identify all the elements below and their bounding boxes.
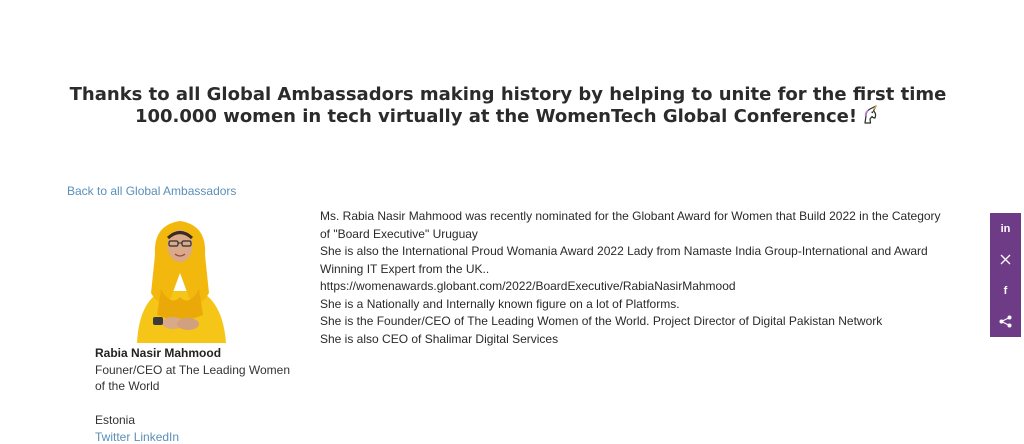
bio-line: She is the Founder/CEO of The Leading Women of the World. Project Director of Digital Pakistan Network	[320, 314, 883, 328]
linkedin-link[interactable]: LinkedIn	[133, 430, 180, 444]
ambassador-role: Founer/CEO at The Leading Women of the World	[95, 363, 290, 393]
page-headline	[0, 84, 1016, 127]
unicorn-icon	[861, 105, 881, 125]
bio-line: Ms. Rabia Nasir Mahmood was recently nominated for the Globant Award for Women that Build 2022 in the Category of "Board Executive" Uruguay	[320, 209, 941, 241]
x-icon	[1000, 254, 1011, 265]
ambassador-country: Estonia	[95, 413, 136, 427]
social-share-bar	[990, 213, 1021, 337]
share-icon	[999, 315, 1012, 328]
bio-line: She is also CEO of Shalimar Digital Services	[320, 331, 559, 346]
headline-line-2-wrap	[0, 105, 1016, 127]
share-button[interactable]	[990, 306, 1021, 337]
twitter-link[interactable]: Twitter	[95, 430, 131, 444]
bio-line: https://womenawards.globant.com/2022/BoardExecutive/RabiaNasirMahmood	[320, 279, 736, 293]
linkedin-share-button[interactable]	[990, 213, 1021, 244]
back-to-ambassadors-link[interactable]: Back to all Global Ambassadors	[67, 184, 237, 198]
ambassador-photo	[131, 211, 230, 343]
headline-line-2: 100.000 women in tech virtually at the WomenTech Global Conference!	[134, 106, 858, 127]
facebook-share-button[interactable]	[990, 275, 1021, 306]
headline-line-1: Thanks to all Global Ambassadors making history by helping to unite for the first time	[69, 84, 947, 105]
x-share-button[interactable]	[990, 244, 1021, 275]
ambassador-bio	[320, 208, 950, 348]
linkedin-icon: in	[1000, 222, 1011, 235]
ambassador-name: Rabia Nasir Mahmood	[95, 346, 222, 360]
facebook-icon: f	[1003, 284, 1008, 297]
bio-line: She is also the International Proud Womania Award 2022 Lady from Namaste India Group-International and Award Winning IT Expert from the UK..	[320, 244, 928, 276]
bio-line: She is a Nationally and Internally known figure on a lot of Platforms.	[320, 296, 680, 311]
